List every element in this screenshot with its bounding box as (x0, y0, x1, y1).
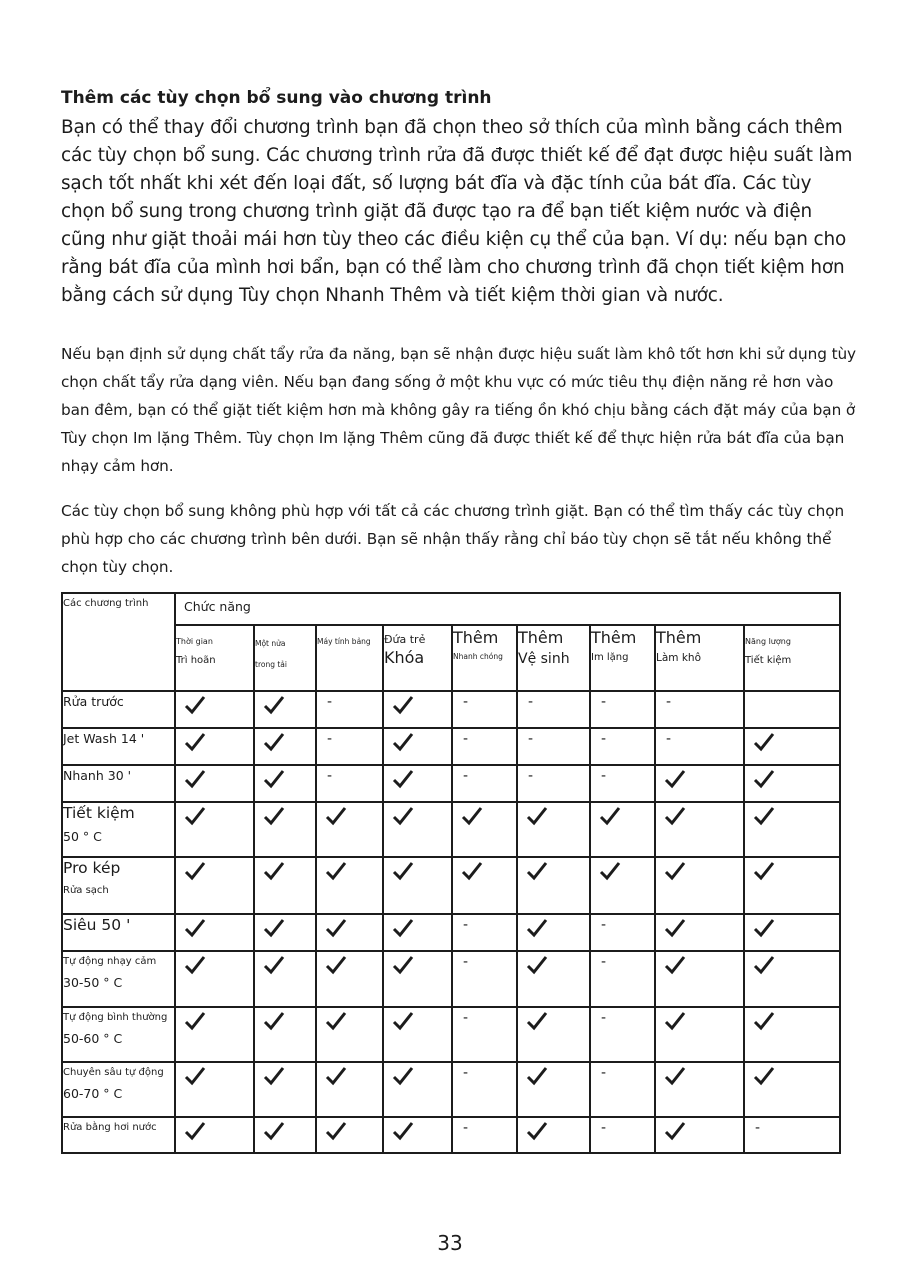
program-subtitle: 30-50 ° C (63, 975, 123, 990)
dash-mark: - (452, 914, 517, 951)
check-icon (175, 1062, 254, 1117)
check-icon (383, 765, 452, 802)
table-row (62, 765, 840, 802)
table-row (62, 857, 840, 914)
program-name: Tiết kiệm (63, 804, 135, 822)
check-icon (590, 857, 655, 914)
check-icon (175, 802, 254, 857)
check-icon (655, 1117, 744, 1153)
check-icon (590, 802, 655, 857)
table-row (62, 1007, 840, 1062)
check-icon (316, 857, 383, 914)
program-subtitle: 50-60 ° C (63, 1031, 123, 1046)
dash-mark: - (590, 914, 655, 951)
check-icon (383, 1117, 452, 1153)
program-name-cell (62, 1117, 175, 1153)
check-icon (744, 1062, 840, 1117)
check-icon (175, 765, 254, 802)
check-icon (175, 1117, 254, 1153)
dash-mark: - (517, 765, 590, 802)
check-icon (655, 802, 744, 857)
column-header: Thêm Vệ sinh (517, 625, 590, 691)
check-icon (517, 1117, 590, 1153)
column-header: Thêm Im lặng (590, 625, 655, 691)
check-icon (383, 914, 452, 951)
dash-mark: - (452, 691, 517, 728)
dash-mark: - (590, 951, 655, 1007)
program-name: Tự động nhạy cảm (63, 956, 157, 967)
table-body (62, 691, 840, 1153)
table-row (62, 1062, 840, 1117)
table-row (62, 951, 840, 1007)
check-icon (744, 802, 840, 857)
check-icon (383, 1062, 452, 1117)
check-icon (655, 914, 744, 951)
program-name-cell (62, 857, 175, 914)
program-subtitle: Rửa sạch (63, 885, 109, 896)
program-name: Pro kép (63, 859, 121, 877)
check-icon (517, 914, 590, 951)
functions-label: Chức năng (175, 593, 840, 625)
table-row (62, 691, 840, 728)
program-name: Nhanh 30 ' (63, 768, 132, 783)
program-name: Chuyên sâu tự động (63, 1067, 164, 1078)
check-icon (254, 802, 316, 857)
check-icon (655, 951, 744, 1007)
dash-mark: - (316, 691, 383, 728)
program-name: Tự động bình thường (63, 1012, 168, 1023)
section-heading: Thêm các tùy chọn bổ sung vào chương trình (61, 88, 492, 108)
check-icon (254, 951, 316, 1007)
dash-mark: - (590, 691, 655, 728)
dash-mark: - (517, 691, 590, 728)
table-header-row-1 (62, 593, 840, 625)
check-icon (744, 1007, 840, 1062)
table-header-row-2 (62, 625, 840, 691)
column-header: Đứa trẻ Khóa (383, 625, 452, 691)
check-icon (655, 765, 744, 802)
program-name-cell (62, 802, 175, 857)
detergent-paragraph: Nếu bạn định sử dụng chất tẩy rửa đa năng, bạn sẽ nhận được hiệu suất làm khô tốt hơn khi sử dụng tùy chọn chất tẩy rửa dạng viên. Nếu bạn đang sống ở một khu vực có mức tiêu thụ điện năng rẻ hơn vào ban đêm, bạn có thể giặt tiết kiệm hơn mà không gây ra tiếng ồn khó chịu bằng cách đặt máy của bạn ở Tùy chọn Im lặng Thêm. Tùy chọn Im lặng Thêm cũng đã được thiết kế để thực hiện rửa bát đĩa của bạn nhạy cảm hơn. (61, 345, 857, 475)
table-row (62, 1117, 840, 1153)
column-header: Thêm Nhanh chóng (452, 625, 517, 691)
check-icon (744, 728, 840, 765)
check-icon (517, 857, 590, 914)
check-icon (517, 1007, 590, 1062)
dash-mark: - (452, 765, 517, 802)
check-icon (517, 951, 590, 1007)
column-header: Thời gian Trì hoãn (175, 625, 254, 691)
table-row (62, 802, 840, 857)
dash-mark: - (452, 728, 517, 765)
compatibility-paragraph: Các tùy chọn bổ sung không phù hợp với tất cả các chương trình giặt. Bạn có thể tìm thấy các tùy chọn phù hợp cho các chương trình bên dưới. Bạn sẽ nhận thấy rằng chỉ báo tùy chọn sẽ tắt nếu không thể chọn tùy chọn. (61, 502, 845, 576)
check-icon (175, 914, 254, 951)
program-name: Rửa trước (63, 694, 124, 709)
check-icon (517, 802, 590, 857)
program-name-cell (62, 691, 175, 728)
program-name-cell (62, 914, 175, 951)
check-icon (254, 1117, 316, 1153)
check-icon (744, 914, 840, 951)
check-icon (744, 765, 840, 802)
corner-label: Các chương trình (62, 593, 175, 691)
check-icon (744, 857, 840, 914)
check-icon (254, 765, 316, 802)
check-icon (316, 1117, 383, 1153)
dash-mark: - (655, 691, 744, 728)
check-icon (383, 857, 452, 914)
check-icon (254, 1007, 316, 1062)
check-icon (175, 1007, 254, 1062)
check-icon (655, 857, 744, 914)
dash-mark: - (316, 765, 383, 802)
dash-mark: - (590, 1007, 655, 1062)
check-icon (517, 1062, 590, 1117)
check-icon (383, 802, 452, 857)
dash-mark: - (316, 728, 383, 765)
check-icon (452, 857, 517, 914)
check-icon (254, 691, 316, 728)
program-name-cell (62, 951, 175, 1007)
check-icon (316, 1062, 383, 1117)
program-name: Siêu 50 ' (63, 916, 131, 934)
check-icon (316, 951, 383, 1007)
program-subtitle: 50 ° C (63, 829, 102, 844)
check-icon (254, 914, 316, 951)
check-icon (254, 857, 316, 914)
check-icon (655, 1062, 744, 1117)
program-name-cell (62, 1007, 175, 1062)
check-icon (316, 914, 383, 951)
check-icon (383, 951, 452, 1007)
dash-mark: - (590, 728, 655, 765)
check-icon (175, 951, 254, 1007)
intro-paragraph: Bạn có thể thay đổi chương trình bạn đã chọn theo sở thích của mình bằng cách thêm các tùy chọn bổ sung. Các chương trình rửa đã được thiết kế để đạt được hiệu suất làm sạch tốt nhất khi xét đến loại đất, số lượng bát đĩa và đặc tính của bát đĩa. Các tùy chọn bổ sung trong chương trình giặt đã được tạo ra để bạn tiết kiệm nước và điện cũng như giặt thoải mái hơn tùy theo các điều kiện cụ thể của bạn. Ví dụ: nếu bạn cho rằng bát đĩa của mình hơi bẩn, bạn có thể làm cho chương trình đã chọn tiết kiệm hơn bằng cách sử dụng Tùy chọn Nhanh Thêm và tiết kiệm thời gian và nước. (61, 117, 853, 306)
check-icon (655, 1007, 744, 1062)
column-header: Thêm Làm khô (655, 625, 744, 691)
dash-mark: - (590, 765, 655, 802)
check-icon (175, 691, 254, 728)
dash-mark: - (744, 1117, 840, 1153)
dash-mark: - (452, 1117, 517, 1153)
check-icon (175, 857, 254, 914)
table-row (62, 914, 840, 951)
program-name-cell (62, 728, 175, 765)
column-header: Máy tính bảng (316, 625, 383, 691)
column-header: Một nửa trong tải (254, 625, 316, 691)
check-icon (383, 728, 452, 765)
dash-mark: - (452, 1062, 517, 1117)
program-name: Rửa bằng hơi nước (63, 1122, 157, 1133)
table-row (62, 728, 840, 765)
check-icon (175, 728, 254, 765)
check-icon (452, 802, 517, 857)
check-icon (316, 802, 383, 857)
check-icon (254, 728, 316, 765)
dash-mark: - (452, 1007, 517, 1062)
program-name: Jet Wash 14 ' (63, 731, 145, 746)
page-number: 33 (437, 1231, 463, 1255)
check-icon (383, 691, 452, 728)
empty-cell (744, 691, 840, 728)
program-subtitle: 60-70 ° C (63, 1086, 123, 1101)
column-header: Năng lượng Tiết kiệm (744, 625, 840, 691)
program-name-cell (62, 1062, 175, 1117)
dash-mark: - (517, 728, 590, 765)
program-name-cell (62, 765, 175, 802)
dash-mark: - (452, 951, 517, 1007)
dash-mark: - (655, 728, 744, 765)
check-icon (744, 951, 840, 1007)
check-icon (383, 1007, 452, 1062)
dash-mark: - (590, 1062, 655, 1117)
options-table (61, 592, 841, 1154)
dash-mark: - (590, 1117, 655, 1153)
check-icon (316, 1007, 383, 1062)
check-icon (254, 1062, 316, 1117)
